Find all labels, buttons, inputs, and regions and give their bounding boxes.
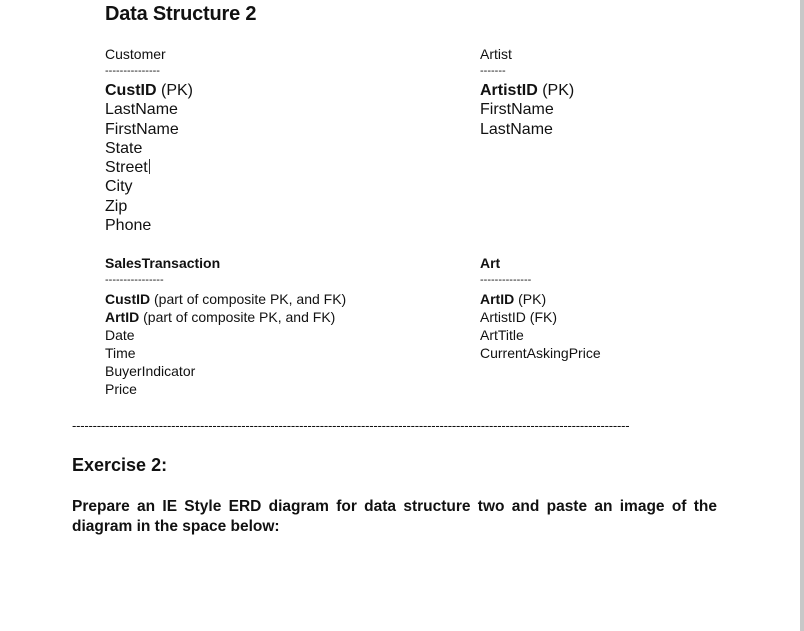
salestransaction-field: Price [105, 381, 137, 397]
customer-field: State [105, 139, 143, 157]
salestransaction-field: BuyerIndicator [105, 363, 196, 379]
art-header: Art [480, 255, 501, 271]
customer-pk: CustID (PK) [105, 82, 194, 99]
page-title: Data Structure 2 [105, 3, 257, 25]
art-dashes: -------------- [480, 274, 532, 286]
art-entity [480, 254, 601, 362]
customer-field: Phone [105, 217, 152, 235]
section-separator: --------------------------------------------------------------------------------------------------------------------------------------- [72, 418, 630, 433]
artist-field: LastName [480, 120, 553, 138]
artist-header: Artist [480, 46, 512, 62]
page-edge [800, 0, 804, 631]
customer-dashes: --------------- [105, 65, 160, 77]
exercise-title: Exercise 2: [72, 455, 168, 475]
artist-dashes: ------- [480, 65, 506, 77]
artist-pk: ArtistID (PK) [480, 82, 575, 99]
salestransaction-field: Date [105, 327, 135, 343]
salestransaction-header: SalesTransaction [105, 255, 221, 271]
salestransaction-dashes: ---------------- [105, 274, 164, 286]
art-field: CurrentAskingPrice [480, 345, 601, 361]
salestransaction-artid: ArtID (part of composite PK, and FK) [105, 309, 336, 325]
customer-entity [105, 45, 193, 235]
customer-field: Zip [105, 197, 128, 215]
art-field: ArtTitle [480, 327, 524, 343]
customer-field: City [105, 178, 133, 196]
customer-field: FirstName [105, 120, 179, 138]
artist-entity [480, 45, 574, 139]
artist-field: FirstName [480, 101, 554, 119]
salestransaction-field: Time [105, 345, 136, 361]
customer-header: Customer [105, 46, 166, 62]
salestransaction-custid: CustID (part of composite PK, and FK) [105, 291, 347, 307]
exercise-instruction: Prepare an IE Style ERD diagram for data structure two and paste an image of the diagram in the space below: [72, 498, 717, 535]
customer-field-street[interactable]: Street [105, 159, 148, 177]
customer-field: LastName [105, 101, 178, 119]
salestransaction-entity [105, 254, 346, 398]
text-cursor [149, 159, 150, 174]
art-pk: ArtID (PK) [480, 291, 547, 307]
art-field: ArtistID (FK) [480, 309, 557, 325]
